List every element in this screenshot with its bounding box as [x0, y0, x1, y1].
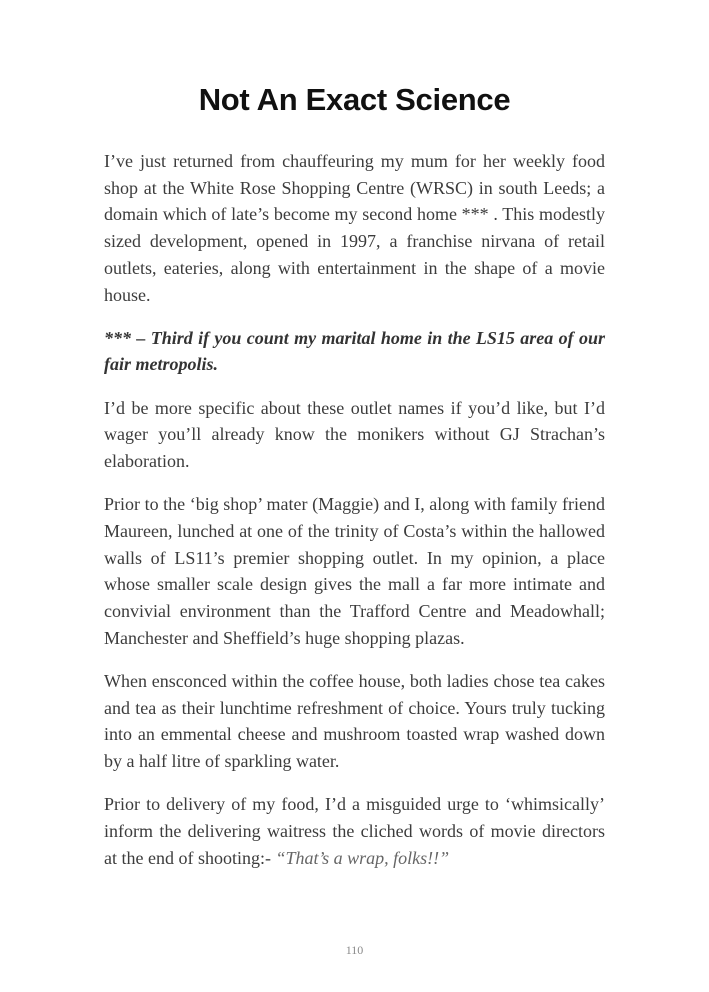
paragraph-1: I’ve just returned from chauffeuring my mum for her weekly food shop at the White Rose Shopping Centre (WRSC) in south Leeds; a domain which of late’s become my second home *** . This modestly sized development, opened in 1997, a franchise nirvana of retail outlets, eateries, along with entertainment in the shape of a movie house.	[104, 151, 605, 305]
paragraph-2: I’d be more specific about these outlet names if you’d like, but I’d wager you’ll already know the monikers without GJ Strachan’s elaboration.	[104, 397, 605, 472]
footnote-paragraph: *** – Third if you count my marital home in the LS15 area of our fair metropolis.	[104, 327, 605, 375]
page-title: Not An Exact Science	[198, 82, 511, 117]
paragraph-3: Prior to the ‘big shop’ mater (Maggie) and I, along with family friend Maureen, lunched at one of the trinity of Costa’s within the hallowed walls of LS11’s premier shopping outlet. In my opinion, a place whose smaller scale design gives the mall a far more intimate and convivial environment than the Trafford Centre and Meadowhall; Manchester and Sheffield’s huge shopping plazas.	[104, 494, 605, 648]
paragraph-5-text: Prior to delivery of my food, I’d a misguided urge to ‘whimsically’ inform the delivering waitress the cliched words of movie directors at the end of shooting:-	[104, 794, 605, 868]
page-number: 110	[345, 943, 364, 957]
paragraph-4: When ensconced within the coffee house, both ladies chose tea cakes and tea as their lunchtime refreshment of choice. Yours truly tucking into an emmental cheese and mushroom toasted wrap washed down by a half litre of sparkling water.	[104, 670, 605, 772]
quote-text: “That’s a wrap, folks!!”	[275, 847, 450, 868]
paragraph-5	[104, 791, 605, 871]
body-text	[104, 148, 605, 888]
